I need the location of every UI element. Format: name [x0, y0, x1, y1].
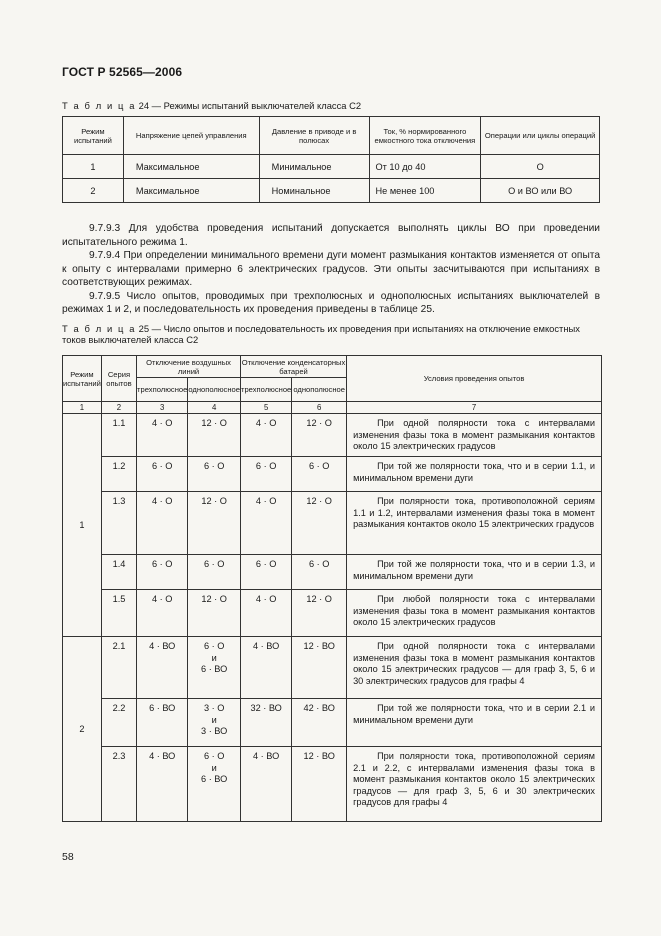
table-cell: 2: [63, 179, 124, 203]
condition-cell: [347, 414, 602, 457]
value-cell: 4 · О: [240, 492, 291, 555]
value-cell: 6 · О: [240, 555, 291, 590]
condition-cell: [347, 492, 602, 555]
table24-header-cell: Ток, % нормированного емкостного тока отключения: [369, 117, 481, 155]
column-number: 1: [63, 402, 102, 414]
condition-text: При одной полярности тока с интервалами изменения фазы тока в момент размыкания контактов около 15 электрических градусов: [353, 418, 595, 452]
table24-caption: [62, 100, 602, 111]
condition-cell: [347, 590, 602, 637]
series-cell: 2.1: [101, 637, 136, 699]
table25-header-three-pole: трехполюсное: [240, 378, 291, 402]
value-cell: 12 · О: [188, 414, 241, 457]
table25-header-mode: Режим испытаний: [63, 356, 102, 402]
value-conjunction: и: [211, 762, 217, 773]
condition-text: При той же полярности тока, что и в серии 1.1, и минимальном времени дуги: [353, 461, 595, 483]
value-cell: 6 · ВО: [137, 699, 188, 747]
table24-header-row: [63, 117, 600, 155]
mode-cell: 2: [63, 637, 102, 822]
table-row: [63, 155, 600, 179]
table25-caption-prefix: Т а б л и ц а: [62, 323, 137, 334]
table24: [62, 116, 600, 203]
condition-text: При одной полярности тока с интервалами изменения фазы тока в момент размыкания контактов около 15 электрических градусов — для граф 3, 5, 6 и 30 электрических градусов для графы 4: [353, 641, 595, 686]
table-row: [63, 747, 602, 822]
condition-cell: [347, 555, 602, 590]
series-cell: 1.2: [101, 457, 136, 492]
value-cell: 4 · О: [137, 414, 188, 457]
table24-header-cell: Давление в приводе и в полюсах: [259, 117, 369, 155]
value-cell: 4 · О: [240, 414, 291, 457]
table-row: [63, 457, 602, 492]
value-cell: 12 · О: [292, 590, 347, 637]
value-cell: 6 · О: [240, 457, 291, 492]
table-row: [63, 637, 602, 699]
value-line: 6 · ВО: [201, 664, 228, 675]
value-line: 3 · ВО: [201, 726, 228, 737]
table24-caption-prefix: Т а б л и ц а: [62, 100, 137, 111]
table25-header-capacitor: Отключение конденсаторных батарей: [241, 357, 346, 376]
mode-cell: 1: [63, 414, 102, 637]
table24-caption-text: 24 — Режимы испытаний выключателей класса С2: [136, 100, 362, 111]
value-cell: 4 · О: [240, 590, 291, 637]
value-cell: 12 · О: [292, 492, 347, 555]
value-conjunction: и: [211, 714, 217, 725]
table25-header-single-pole: однополюсное: [292, 378, 347, 402]
value-cell: 6 · О: [137, 555, 188, 590]
condition-cell: [347, 637, 602, 699]
body-text: [62, 222, 600, 317]
condition-text: При той же полярности тока, что и в серии 2.1 и минимальном времени дуги: [353, 703, 595, 725]
value-cell: 4 · ВО: [240, 637, 291, 699]
table-cell: О и ВО или ВО: [481, 179, 600, 203]
paragraph-9-7-9-3: 9.7.9.3 Для удобства проведения испытаний допускается выполнять циклы ВО при проведении испытательного режима 1.: [62, 223, 600, 248]
value-line: 6 · ВО: [201, 774, 228, 785]
series-cell: 2.3: [101, 747, 136, 822]
value-cell: 12 · О: [292, 414, 347, 457]
value-cell: 4 · ВО: [240, 747, 291, 822]
table25-header-overhead: Отключение воздушных линий: [137, 356, 241, 378]
column-number: 7: [347, 402, 602, 414]
value-cell: 4 · ВО: [137, 747, 188, 822]
value-cell: 12 · ВО: [292, 637, 347, 699]
table-row: [63, 699, 602, 747]
value-cell: 12 · О: [188, 492, 241, 555]
paragraph-9-7-9-5: 9.7.9.5 Число опытов, проводимых при трехполюсных и однополюсных испытаниях выключателей в режимах 1 и 2, и последовательность их проведения приведены в таблице 25.: [62, 290, 600, 315]
value-line: 3 · О: [203, 703, 225, 713]
value-cell: 4 · О: [137, 492, 188, 555]
condition-cell: [347, 457, 602, 492]
table-row: [63, 414, 602, 457]
condition-text: При любой полярности тока с интервалами изменения фазы тока в момент размыкания контактов около 15 электрических градусов: [353, 594, 595, 628]
condition-cell: [347, 699, 602, 747]
column-number: 6: [292, 402, 347, 414]
table24-header-cell: Операции или циклы операций: [481, 117, 600, 155]
value-cell: 6 · О: [188, 457, 241, 492]
series-cell: 1.4: [101, 555, 136, 590]
value-cell-stacked: [188, 699, 241, 747]
condition-text: При той же полярности тока, что и в серии 1.3, и минимальном времени дуги: [353, 559, 595, 581]
series-cell: 2.2: [101, 699, 136, 747]
series-cell: 1.3: [101, 492, 136, 555]
value-cell: 6 · О: [292, 457, 347, 492]
table-cell: Минимальное: [259, 155, 369, 179]
table25-header-single-pole: однополюсное: [188, 378, 241, 402]
series-cell: 1.5: [101, 590, 136, 637]
table25: [62, 355, 602, 822]
value-conjunction: и: [211, 652, 217, 663]
value-cell: 6 · О: [137, 457, 188, 492]
value-cell: 6 · О: [188, 555, 241, 590]
value-cell: 4 · О: [137, 590, 188, 637]
column-number: 5: [240, 402, 291, 414]
document-header: ГОСТ Р 52565—2006: [62, 65, 183, 79]
table-row: [63, 590, 602, 637]
value-cell: 4 · ВО: [137, 637, 188, 699]
table-cell: Максимальное: [123, 179, 259, 203]
column-number: 2: [101, 402, 136, 414]
table25-caption-text: 25 — Число опытов и последовательность их проведения при испытаниях на отключение емкостных токов выключателей класса С2: [62, 323, 580, 345]
value-cell-stacked: [188, 747, 241, 822]
value-line: 6 · О: [203, 751, 225, 761]
table-cell: Максимальное: [123, 155, 259, 179]
table-row: [63, 555, 602, 590]
table25-header-series: Серия опытов: [101, 356, 136, 402]
table25-header-conditions: Условия проведения опытов: [347, 356, 602, 402]
table25-column-numbers: [63, 402, 602, 414]
value-cell: 12 · О: [188, 590, 241, 637]
table-cell: От 10 до 40: [369, 155, 481, 179]
table25-header-three-pole: трехполюсное: [137, 378, 188, 402]
value-cell-stacked: [188, 637, 241, 699]
table-cell: О: [481, 155, 600, 179]
table-cell: Номинальное: [259, 179, 369, 203]
condition-text: При полярности тока, противоположной сериям 2.1 и 2.2, с интервалами изменения фазы тока в момент размыкания контактов около 15 электрических градусов — для граф 3, 5, 6 и 30 электрических градусов для графы 4: [353, 751, 595, 808]
condition-cell: [347, 747, 602, 822]
table-cell: 1: [63, 155, 124, 179]
value-cell: 32 · ВО: [240, 699, 291, 747]
series-cell: 1.1: [101, 414, 136, 457]
value-line: 6 · О: [203, 641, 225, 651]
table24-header-cell: Напряжение цепей управления: [123, 117, 259, 155]
paragraph-9-7-9-4: 9.7.9.4 При определении минимального времени дуги момент размыкания контактов изменяется от опыта к опыту с интервалами примерно 6 электрических градусов. Эти опыты засчитываются при испытаниях в соответствующих режимах.: [62, 250, 600, 288]
table24-header-cell: Режим испытаний: [63, 117, 124, 155]
column-number: 4: [188, 402, 241, 414]
value-cell: 6 · О: [292, 555, 347, 590]
condition-text: При полярности тока, противоположной сериям 1.1 и 1.2, интервалами изменения фазы тока в момент размыкания контактов около 15 электрических градусов: [353, 496, 595, 530]
table25-header-row: [63, 356, 602, 378]
page-number: 58: [62, 851, 74, 863]
table25-caption: [62, 323, 602, 345]
value-cell: 42 · ВО: [292, 699, 347, 747]
value-cell: 12 · ВО: [292, 747, 347, 822]
table-row: [63, 492, 602, 555]
table-cell: Не менее 100: [369, 179, 481, 203]
table-row: [63, 179, 600, 203]
column-number: 3: [137, 402, 188, 414]
